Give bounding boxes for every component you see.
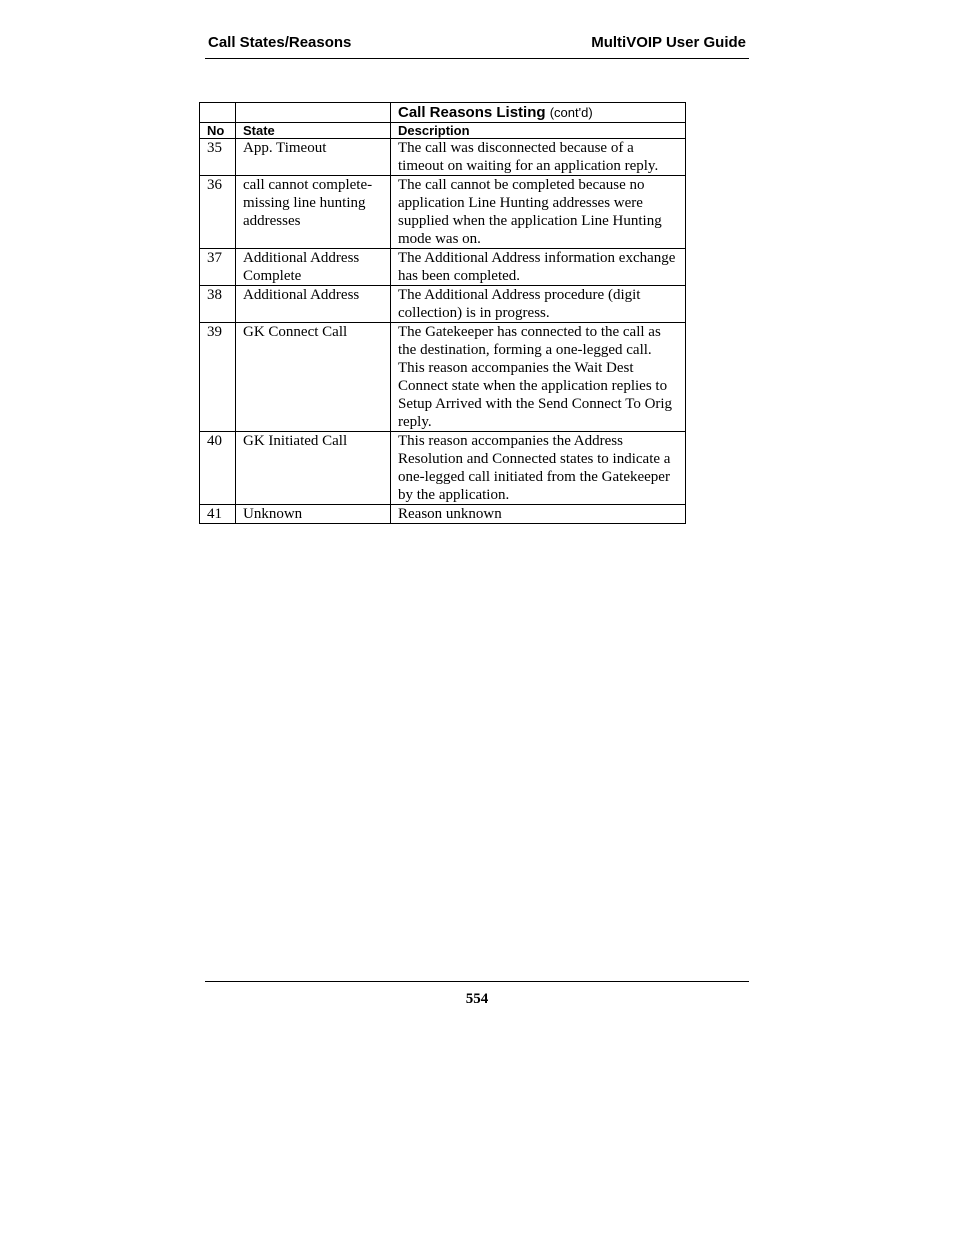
guide-title: MultiVOIP User Guide [591,34,746,51]
row-description: The Gatekeeper has connected to the call as the destination, forming a one-legged call. This reason accompanies the Wait Dest Connect state when the application replies to Setup Arrived with the Send Connect To Orig reply. [391,323,686,432]
row-description: Reason unknown [391,505,686,524]
row-description: The call cannot be completed because no application Line Hunting addresses were supplied when the application Line Hunting mode was on. [391,176,686,249]
row-number: 41 [200,505,236,524]
table-title-suffix: (cont'd) [549,105,593,120]
table-header-row [200,123,686,139]
table-row [200,505,686,524]
page-header [205,32,749,59]
title-blank-cell [236,103,391,123]
row-description: The call was disconnected because of a timeout on waiting for an application reply. [391,139,686,176]
row-number: 35 [200,139,236,176]
call-reasons-table [199,102,686,524]
table-title [391,103,686,123]
column-header-no: No [200,123,236,139]
table-row [200,323,686,432]
row-description: This reason accompanies the Address Resolution and Connected states to indicate a one-legged call initiated from the Gatekeeper by the application. [391,432,686,505]
row-number: 38 [200,286,236,323]
table-row [200,176,686,249]
table-title-text: Call Reasons Listing [398,104,546,121]
row-state: Unknown [236,505,391,524]
table-row [200,286,686,323]
column-header-description: Description [391,123,686,139]
footer-divider [205,981,749,982]
table-row [200,249,686,286]
page-number: 554 [465,991,489,1007]
row-state: Additional Address Complete [236,249,391,286]
column-header-state: State [236,123,391,139]
table-row [200,139,686,176]
row-state: GK Initiated Call [236,432,391,505]
row-number: 37 [200,249,236,286]
row-state: Additional Address [236,286,391,323]
row-description: The Additional Address procedure (digit collection) is in progress. [391,286,686,323]
title-blank-cell [200,103,236,123]
section-title: Call States/Reasons [208,34,352,51]
table-title-row [200,103,686,123]
table-row [200,432,686,505]
row-state: App. Timeout [236,139,391,176]
row-number: 39 [200,323,236,432]
row-state: call cannot complete- missing line hunting addresses [236,176,391,249]
row-description: The Additional Address information exchange has been completed. [391,249,686,286]
row-state: GK Connect Call [236,323,391,432]
row-number: 36 [200,176,236,249]
row-number: 40 [200,432,236,505]
